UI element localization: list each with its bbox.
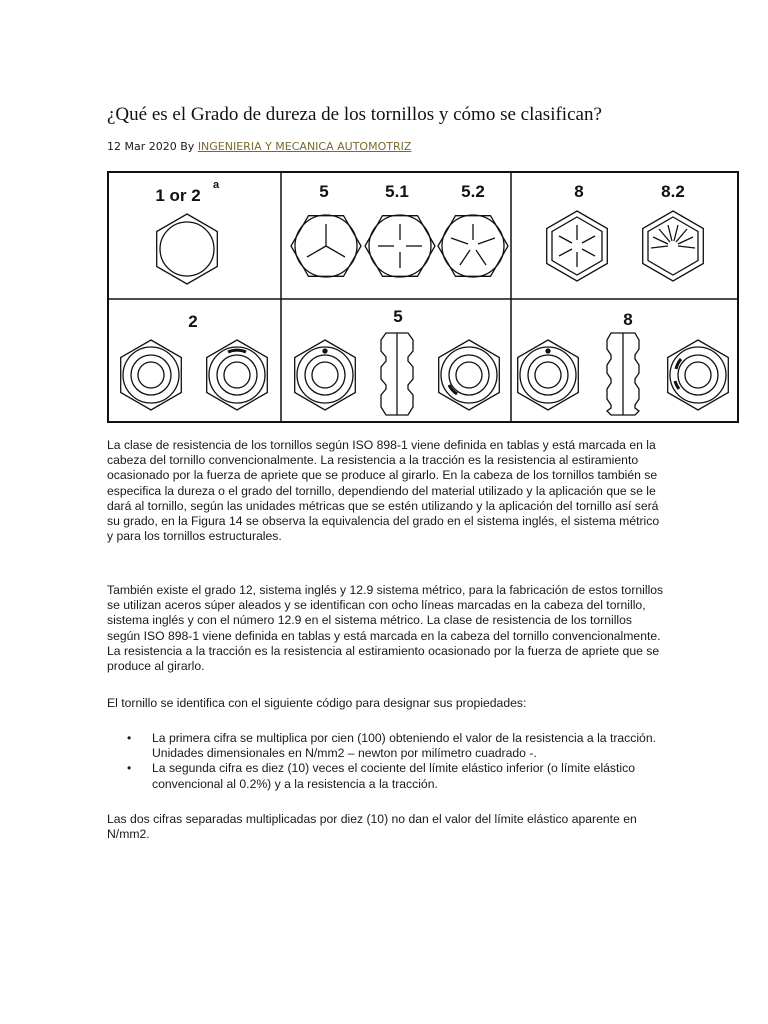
bullet-mark: • <box>127 731 132 745</box>
nut-grade-5-notched <box>439 340 500 410</box>
bolt-head-grade-8-2 <box>643 211 704 281</box>
nut-grade-5-marked <box>295 340 356 410</box>
nut-grade-5-side <box>381 333 413 415</box>
label-nut-grade-8: 8 <box>623 310 633 329</box>
list-item <box>107 731 667 761</box>
bullet-mark: • <box>127 761 132 776</box>
paragraph-elastic-limit: Las dos cifras separadas multiplicadas por diez (10) no dan el valor del límite elástico aparente en N/mm2. <box>107 812 637 842</box>
figure-frame <box>108 172 738 422</box>
label-bolt-grade-1-2: 1 or 2 <box>155 186 201 205</box>
publish-date: 12 Mar 2020 <box>107 140 177 153</box>
label-bolt-grade-8: 8 <box>574 182 584 201</box>
nut-grade-8-marked <box>518 340 579 410</box>
bullet-text: La primera cifra se multiplica por cien (100) obteniendo el valor de la resistencia a la tracción. Unidades dimensionales en N/mm2 – newton por milímetro cuadrado -. <box>152 731 657 761</box>
code-bullet-list <box>107 731 667 792</box>
article-title: ¿Qué es el Grado de dureza de los tornillos y cómo se clasifican? <box>107 104 602 125</box>
paragraph-code-intro: El tornillo se identifica con el siguiente código para designar sus propiedades: <box>107 696 527 710</box>
bolt-head-grade-1-2 <box>157 214 218 284</box>
list-item <box>107 761 667 791</box>
label-bolt-grade-5: 5 <box>319 182 329 201</box>
by-label: By <box>180 140 195 153</box>
bolt-head-grade-8 <box>547 211 608 281</box>
author-link[interactable]: INGENIERIA Y MECANICA AUTOMOTRIZ <box>197 140 412 153</box>
bolt-head-grade-5 <box>291 215 361 277</box>
label-bolt-grade-5-1: 5.1 <box>385 182 409 201</box>
nut-grade-2-marked <box>207 340 268 410</box>
bolt-grade-figure <box>107 171 739 423</box>
paragraph-intro: La clase de resistencia de los tornillos según ISO 898-1 viene definida en tablas y está marcada en la cabeza del tornillo convencionalmente. La resistencia a la tracción es la resistencia al estiramiento ocasionado por la fuerza de apriete que se produce al girarlo. En la cabeza de los tornillos también se especifica la dureza o el grado del tornillo, dependiendo del material utilizado y la aplicación que se le dará al tornillo, según las unidades métricas que se estén utilizando y la aplicación del tornillo así será su grado, en la Figura 14 se observa la equivalencia del grado en el sistema inglés, el sistema métrico y para los tornillos estructurales. <box>107 438 660 544</box>
paragraph-grade-12: También existe el grado 12, sistema inglés y 12.9 sistema métrico, para la fabricación de estos tornillos se utilizan aceros súper aleados y se identifican con ocho líneas marcadas en la cabeza del tornillo, sistema inglés y con el número 12.9 en el sistema métrico. La clase de resistencia de los tornillos según ISO 898-1 viene definida en tablas y está marcada en la cabeza del tornillo convencionalmente. La resistencia a la tracción es la resistencia al estiramiento ocasionado por la fuerza de apriete que se produce al girarlo. <box>107 583 664 674</box>
nut-grade-8-notched <box>668 340 729 410</box>
label-bolt-grade-superscript: a <box>212 179 220 191</box>
label-bolt-grade-5-2: 5.2 <box>461 182 485 201</box>
bullet-text: La segunda cifra es diez (10) veces el cociente del límite elástico inferior (o límite elástico convencional al 0.2%) y a la resistencia a la tracción. <box>152 761 635 791</box>
nut-grade-8-side <box>607 333 639 415</box>
label-nut-grade-2: 2 <box>188 312 198 331</box>
byline <box>107 140 411 153</box>
nut-grade-2-plain <box>121 340 182 410</box>
label-bolt-grade-8-2: 8.2 <box>661 182 685 201</box>
bolt-head-grade-5-2 <box>438 215 508 277</box>
label-nut-grade-5: 5 <box>393 307 403 326</box>
bolt-head-grade-5-1 <box>365 215 435 277</box>
